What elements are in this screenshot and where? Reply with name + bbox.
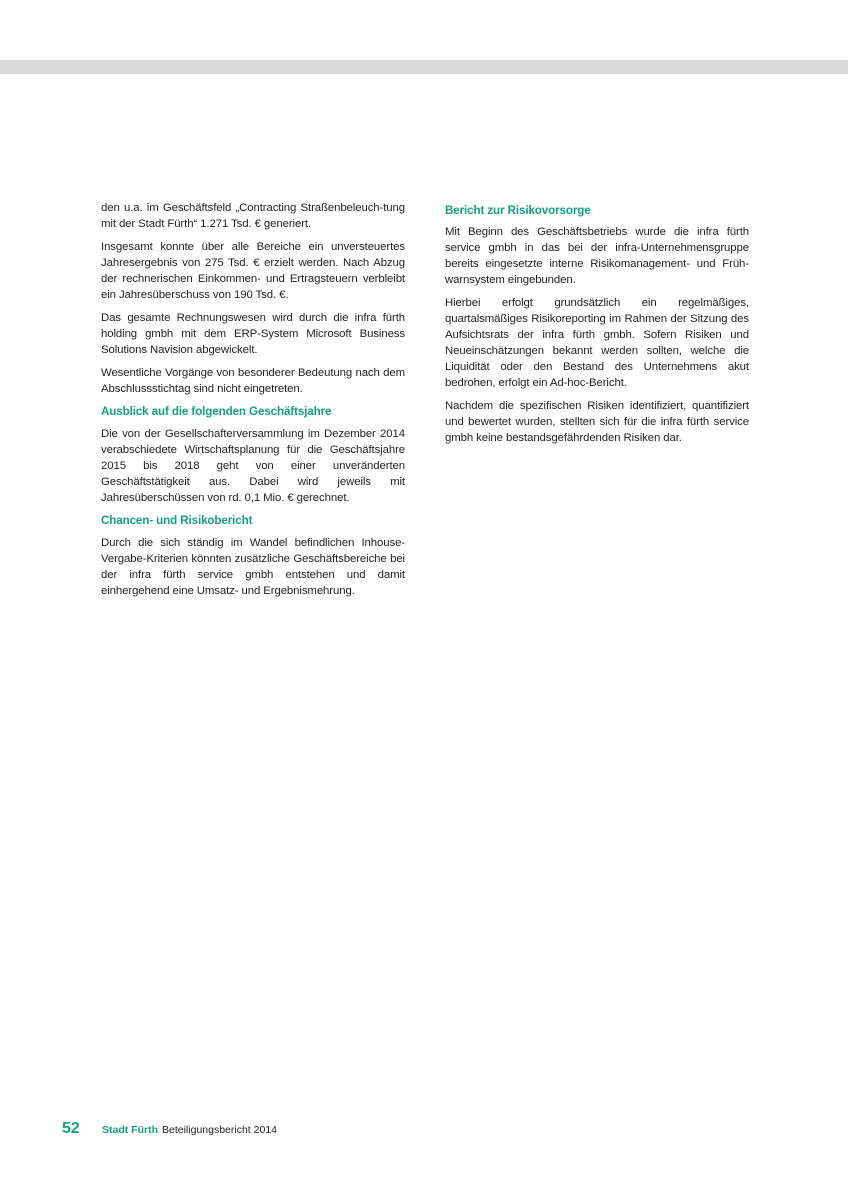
heading-risk-provision: Bericht zur Risikovorsorge <box>445 204 591 217</box>
right-column <box>445 200 749 453</box>
footer-title: Beteiligungsbericht 2014 <box>162 1124 277 1136</box>
footer-brand: Stadt Fürth <box>102 1124 158 1136</box>
paragraph-risk-reporting: Hierbei erfolgt grundsätzlich ein regelmäßiges, quartalsmäßiges Risikoreporting im Rahmen der Sitzung des Aufsichtsrats der infra fürth gmbh. Sofern Risiken und Neueinschätzungen bekannt werden sollten, welche die Liquidität oder den Bestand des Unternehmens akut bedrohen, erfolgt ein Ad-hoc-Bericht. <box>445 297 749 389</box>
paragraph-opportunities: Durch die sich ständig im Wandel befindlichen Inhouse-Vergabe-Kriterien könnten zusätzliche Geschäftsbereiche bei der infra fürth service gmbh entstehen und damit einhergehend eine Umsatz- und Ergebnismehrung. <box>101 537 405 597</box>
paragraph-accounting: Das gesamte Rechnungswesen wird durch die infra fürth holding gmbh mit dem ERP-System Microsoft Business Solutions Navision abgewickelt. <box>101 312 405 356</box>
page-footer <box>62 1120 277 1142</box>
paragraph-risk-system: Mit Beginn des Geschäftsbetriebs wurde die infra fürth service gmbh in das bei der infra-Unternehmensgruppe bereits eingesetzte interne Risikomanagement- und Früh-warnsystem eingebunden. <box>445 226 749 286</box>
left-column <box>101 200 405 606</box>
paragraph-contracting: den u.a. im Geschäftsfeld „Contracting Straßenbeleuch-tung mit der Stadt Fürth“ 1.271 Tsd. € generiert. <box>101 202 405 230</box>
heading-outlook: Ausblick auf die folgenden Geschäftsjahre <box>101 405 332 418</box>
paragraph-risk-assessment: Nachdem die spezifischen Risiken identifiziert, quantifiziert und bewertet wurden, stellten sich für die infra fürth service gmbh keine bestandsgefährdenden Risiken dar. <box>445 400 749 444</box>
heading-opportunities-risks: Chancen- und Risikobericht <box>101 514 253 527</box>
page-number: 52 <box>62 1120 80 1137</box>
header-band <box>0 60 848 74</box>
paragraph-subsequent-events: Wesentliche Vorgänge von besonderer Bedeutung nach dem Abschlussstichtag sind nicht eingetreten. <box>101 367 405 395</box>
paragraph-outlook: Die von der Gesellschafterversammlung im Dezember 2014 verabschiedete Wirtschaftsplanung für die Geschäftsjahre 2015 bis 2018 geht von einer unveränderten Geschäftstätigkeit aus. Dabei wird jeweils mit Jahresüberschüssen von rd. 0,1 Mio. € gerechnet. <box>101 428 405 504</box>
paragraph-annual-result: Insgesamt konnte über alle Bereiche ein unversteuertes Jahresergebnis von 275 Tsd. € erzielt werden. Nach Abzug der rechnerischen Einkommen- und Ertragsteuern verbleibt ein Jahresüberschuss von 190 Tsd. €. <box>101 241 405 301</box>
